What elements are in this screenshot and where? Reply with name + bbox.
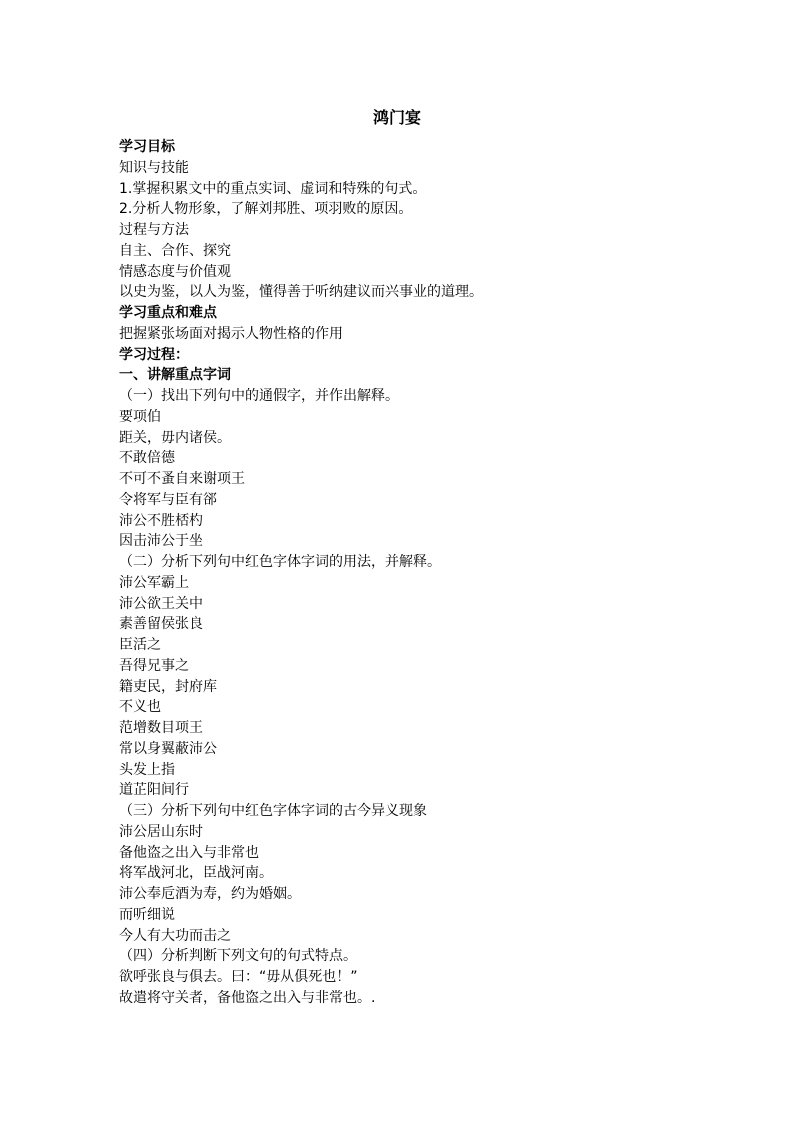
section-heading: 学习重点和难点 [119,305,217,321]
section-heading: 学习目标 [119,139,175,155]
text-line: 2.分析人物形象，了解刘邦胜、项羽败的原因。 [119,201,413,218]
document-body [119,137,719,1009]
text-line: 将军战河北，臣战河南。 [119,865,273,882]
text-line: 以史为鉴，以人为鉴，懂得善于听纳建议而兴事业的道理。 [119,284,483,301]
text-line: 知识与技能 [119,159,189,176]
text-line: 常以身翼蔽沛公 [119,740,217,757]
text-line: 沛公欲王关中 [119,595,203,612]
text-line: 沛公不胜桮杓 [119,512,203,529]
text-line: 不敢倍德 [119,450,175,467]
text-line: 不义也 [119,699,161,716]
text-line: 而听细说 [119,906,175,923]
text-line: 1.掌握积累文中的重点实词、虚词和特殊的句式。 [119,180,427,197]
text-line: 因击沛公于坐 [119,533,203,550]
text-line: 沛公居山东时 [119,823,203,840]
text-line: 沛公奉卮酒为寿，约为婚姻。 [119,886,301,902]
text-line: 故遣将守关者，备他盗之出入与非常也。. [119,989,376,1006]
text-line: 过程与方法 [119,222,189,238]
text-line: 今人有大功而击之 [119,927,231,944]
section-heading: 学习过程： [119,346,189,363]
text-line: （一）找出下列句中的通假字，并作出解释。 [119,388,399,404]
text-line: （四）分析判断下列文句的句式特点。 [119,948,357,965]
text-line: 要项伯 [119,408,161,425]
text-line: 自主、合作、探究 [119,242,231,259]
section-heading: 一、讲解重点字词 [119,367,231,384]
text-line: 吾得兄事之 [119,657,189,674]
text-line: 素善留侯张良 [119,616,203,633]
text-line: 沛公军霸上 [119,574,189,591]
page-title: 鸿门宴 [372,108,421,127]
text-line: 臣活之 [119,637,161,653]
text-line: （三）分析下列句中红色字体字词的古今异义现象 [119,803,427,819]
text-line: 令将军与臣有郤 [119,491,217,508]
text-line: 籍吏民，封府库 [119,678,217,695]
text-line: 情感态度与价值观 [119,263,231,280]
text-line: 头发上指 [119,761,175,778]
text-line: 道芷阳间行 [119,782,189,799]
text-line: 不可不蚤自来谢项王 [119,471,245,487]
text-line: 欲呼张良与俱去。曰：“毋从俱死也！” [119,969,358,985]
text-line: （二）分析下列句中红色字体字词的用法，并解释。 [119,554,441,570]
text-line: 范增数目项王 [119,720,203,736]
text-line: 把握紧张场面对揭示人物性格的作用 [119,325,343,342]
text-line: 备他盗之出入与非常也 [119,844,259,861]
text-line: 距关，毋内诸侯。 [119,429,231,446]
